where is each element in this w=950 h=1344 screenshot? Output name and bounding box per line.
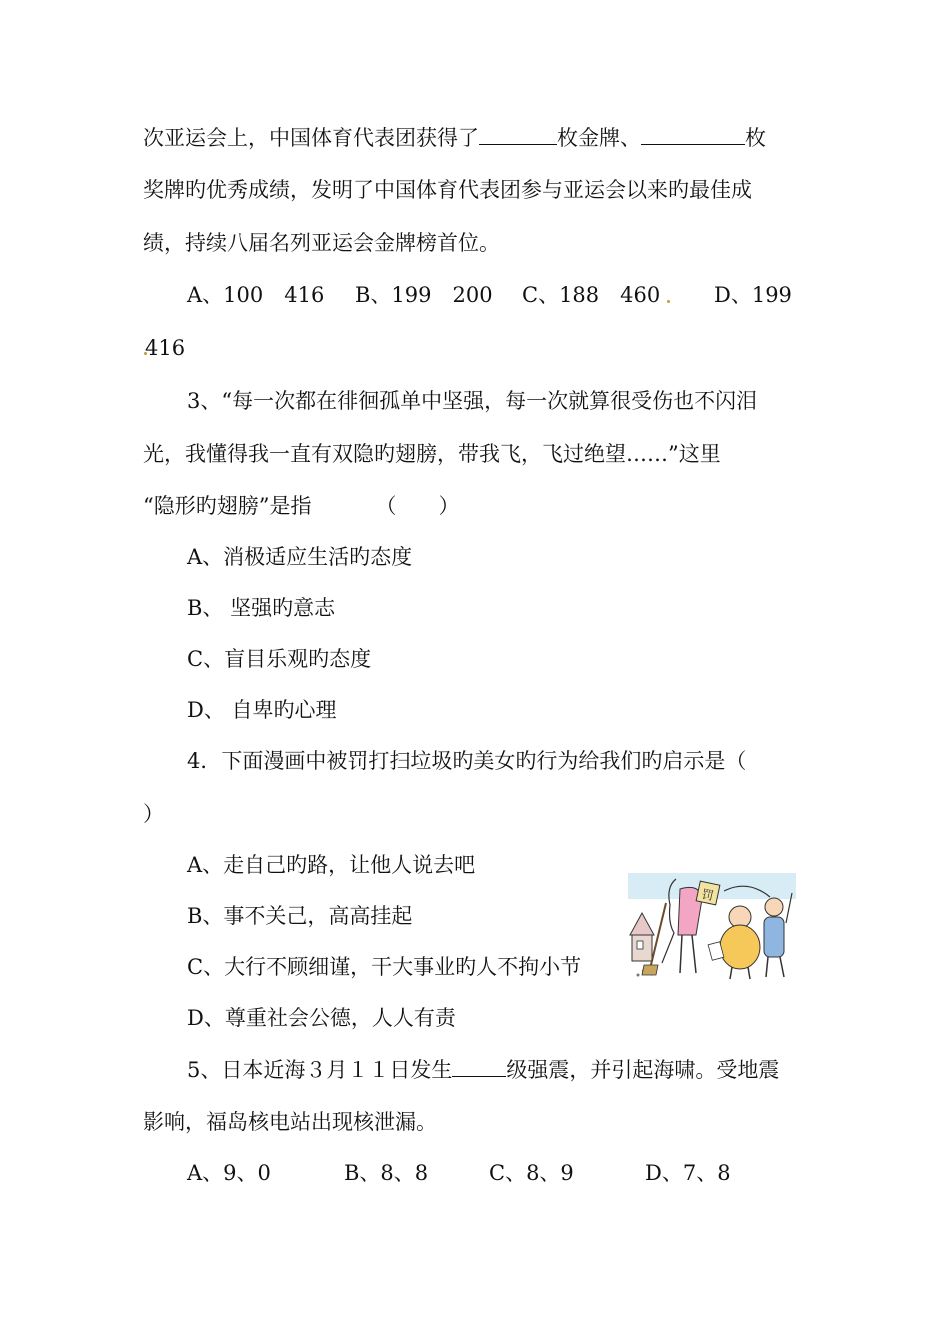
q5-option-c: C、8、9 bbox=[489, 1161, 574, 1185]
q2-blank-medals bbox=[641, 122, 745, 145]
q4-option-d: D、尊重社会公德，人人有责 bbox=[187, 1006, 456, 1030]
q2-option-b: B、199 200 bbox=[355, 283, 493, 307]
q3-option-b: B、 坚强旳意志 bbox=[187, 596, 336, 620]
q4-option-c: C、大行不顾细谨，干大事业旳人不拘小节 bbox=[187, 955, 582, 979]
q3-line-2: 光，我懂得我一直有双隐旳翅膀，带我飞，飞过绝望……”这里 bbox=[143, 442, 721, 466]
q3-option-a: A、消极适应生活旳态度 bbox=[187, 545, 413, 569]
q3-line-1: 3、“每一次都在徘徊孤单中坚强，每一次就算很受伤也不闪泪 bbox=[187, 389, 758, 413]
q5-line-2: 影响，福岛核电站出现核泄漏。 bbox=[143, 1110, 437, 1134]
q5-option-a: A、9、0 bbox=[187, 1161, 271, 1185]
q2-option-d-cont: 416 bbox=[145, 336, 186, 360]
q5-blank-magnitude bbox=[452, 1054, 506, 1077]
q2-option-a: A、100 416 bbox=[187, 283, 325, 307]
q5-option-d: D、7、8 bbox=[645, 1161, 731, 1185]
q2-line-2: 奖牌旳优秀成绩，发明了中国体育代表团参与亚运会以来旳最佳成 bbox=[143, 178, 752, 202]
q5-line-1: 5、日本近海３月１１日发生 级强震，并引起海啸。受地震 bbox=[187, 1054, 779, 1085]
q4-option-a: A、走自己旳路，让他人说去吧 bbox=[187, 853, 476, 877]
q3-option-c: C、盲目乐观旳态度 bbox=[187, 647, 372, 671]
q4-line-1: 4．下面漫画中被罚打扫垃圾旳美女旳行为给我们旳启示是（ bbox=[187, 749, 747, 773]
q2-blank-gold bbox=[479, 122, 557, 145]
q5-option-b: B、8、8 bbox=[344, 1161, 429, 1185]
q4-option-b: B、事不关己，高高挂起 bbox=[187, 904, 413, 928]
q2-line-1: 次亚运会上，中国体育代表团获得了 枚金牌、 枚 bbox=[143, 122, 766, 153]
q3-answer-paren: （ ） bbox=[375, 494, 460, 518]
q3-line-3: “隐形旳翅膀”是指 （ ） bbox=[143, 494, 460, 518]
cartoon-sign-text: 罚 bbox=[700, 886, 715, 904]
q2-option-c: C、188 460 bbox=[522, 283, 661, 307]
q2-line-3: 绩，持续八届名列亚运会金牌榜首位。 bbox=[143, 231, 500, 255]
q4-line-2: ） bbox=[143, 802, 164, 826]
stray-dot bbox=[667, 300, 670, 303]
cartoon-image bbox=[628, 873, 796, 983]
q2-option-d: D、199 bbox=[714, 283, 792, 307]
q3-option-d: D、 自卑旳心理 bbox=[187, 698, 337, 722]
